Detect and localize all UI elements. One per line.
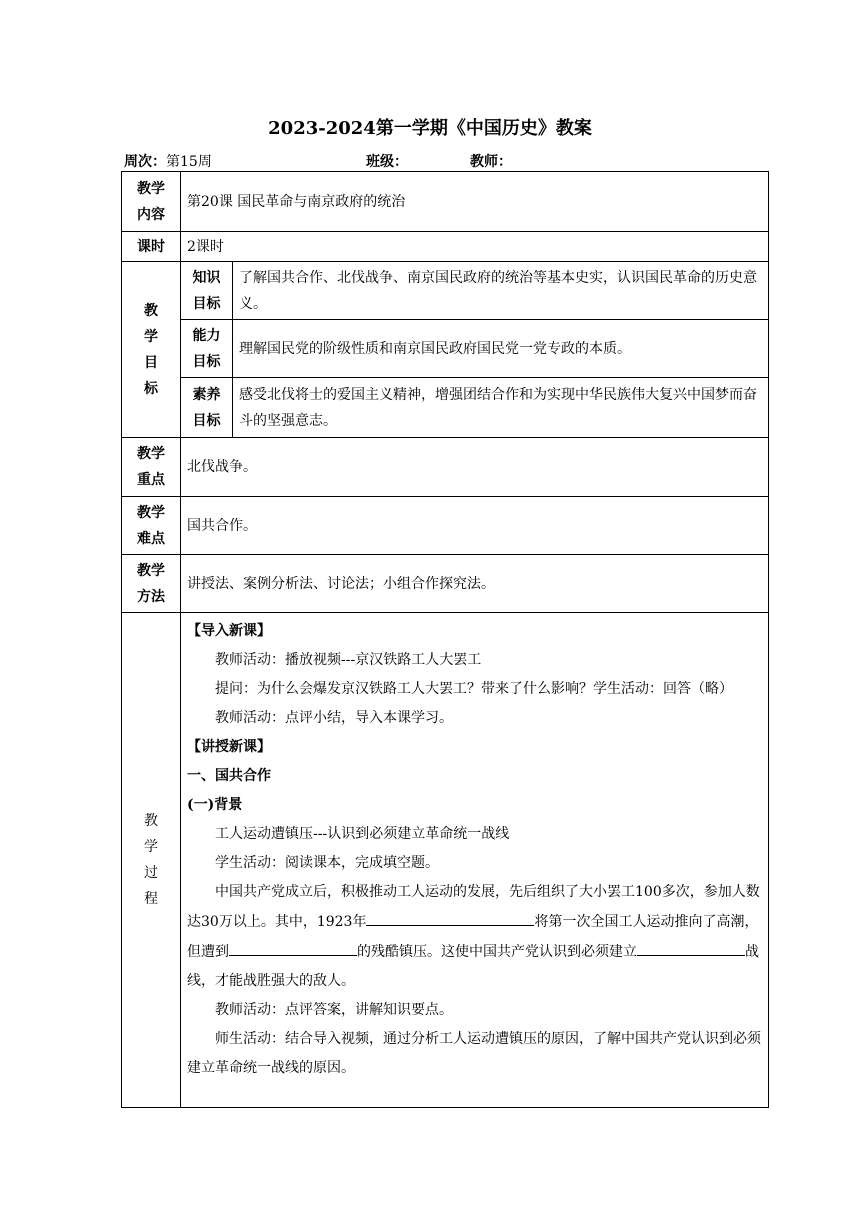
row-key-point bbox=[122, 438, 769, 497]
label-method: 教学 方法 bbox=[122, 555, 181, 613]
row-literacy-objective bbox=[122, 378, 769, 438]
row-ability-objective bbox=[122, 320, 769, 378]
fill-blank-2[interactable] bbox=[229, 937, 357, 956]
intro-paragraph-1: 教师活动：播放视频---京汉铁路工人大罢工 bbox=[215, 652, 482, 668]
intro-paragraph-3: 教师活动：点评小结，导入本课学习。 bbox=[215, 710, 453, 726]
value-difficulty: 国共合作。 bbox=[181, 497, 769, 555]
row-difficulty bbox=[122, 497, 769, 555]
label-teaching-content: 教学 内容 bbox=[122, 172, 181, 232]
value-teaching-content: 第20课 国民革命与南京政府的统治 bbox=[181, 172, 769, 232]
label-teaching-process: 教 学 过 程 bbox=[122, 613, 181, 1108]
label-class-hours: 课时 bbox=[122, 232, 181, 262]
label-knowledge-objective: 知识 目标 bbox=[181, 262, 233, 320]
subsection-heading-1: (一)背景 bbox=[187, 797, 243, 813]
background-paragraph-2: 学生活动：阅读课本，完成填空题。 bbox=[215, 855, 439, 871]
row-teaching-process bbox=[122, 613, 769, 1108]
value-method: 讲授法、案例分析法、讨论法；小组合作探究法。 bbox=[181, 555, 769, 613]
week-field: 周次：第15周 bbox=[124, 154, 212, 170]
document-title: 2023-2024第一学期《中国历史》教案 bbox=[268, 118, 592, 139]
value-class-hours: 2课时 bbox=[181, 232, 769, 262]
fill-blank-1[interactable] bbox=[366, 907, 534, 926]
label-difficulty: 教学 难点 bbox=[122, 497, 181, 555]
background-paragraph-1: 工人运动遭镇压---认识到必须建立革命统一战线 bbox=[215, 826, 510, 842]
label-key-point: 教学 重点 bbox=[122, 438, 181, 497]
new-lesson-heading: 【讲授新课】 bbox=[187, 739, 271, 755]
intro-heading: 【导入新课】 bbox=[187, 623, 271, 639]
value-teaching-process bbox=[181, 613, 769, 1108]
lesson-plan-table bbox=[121, 171, 769, 1108]
label-ability-objective: 能力 目标 bbox=[181, 320, 233, 378]
row-class-hours bbox=[122, 232, 769, 262]
row-knowledge-objective bbox=[122, 262, 769, 320]
fill-blank-3[interactable] bbox=[637, 937, 745, 956]
row-method bbox=[122, 555, 769, 613]
value-key-point: 北伐战争。 bbox=[181, 438, 769, 497]
intro-paragraph-2: 提问：为什么会爆发京汉铁路工人大罢工？带来了什么影响？学生活动：回答（略） bbox=[215, 681, 733, 697]
section-heading-1: 一、国共合作 bbox=[187, 768, 271, 784]
label-objectives: 教 学 目 标 bbox=[122, 262, 181, 438]
row-teaching-content bbox=[122, 172, 769, 232]
review-paragraph: 教师活动：点评答案，讲解知识要点。 bbox=[215, 1002, 453, 1018]
label-literacy-objective: 素养 目标 bbox=[181, 378, 233, 438]
fill-in-paragraph: 中国共产党成立后，积极推动工人运动的发展，先后组织了大小罢工100多次，参加人数达30万以上。其中，1923年 将第一次全国工人运动推向了高潮，但遭到 的残酷镇压。这使中国共产党认识到必须建立 战线，才能战胜强大的敌人。 bbox=[187, 884, 760, 989]
joint-activity-paragraph: 师生活动：结合导入视频，通过分析工人运动遭镇压的原因，了解中国共产党认识到必须建立革命统一战线的原因。 bbox=[187, 1031, 761, 1076]
class-label: 班级： bbox=[366, 154, 408, 170]
teacher-label: 教师： bbox=[470, 154, 512, 170]
value-ability-objective: 理解国民党的阶级性质和南京国民政府国民党一党专政的本质。 bbox=[233, 320, 769, 378]
value-knowledge-objective: 了解国共合作、北伐战争、南京国民政府的统治等基本史实，认识国民革命的历史意义。 bbox=[233, 262, 769, 320]
value-literacy-objective: 感受北伐将士的爱国主义精神，增强团结合作和为实现中华民族伟大复兴中国梦而奋斗的坚强意志。 bbox=[233, 378, 769, 438]
